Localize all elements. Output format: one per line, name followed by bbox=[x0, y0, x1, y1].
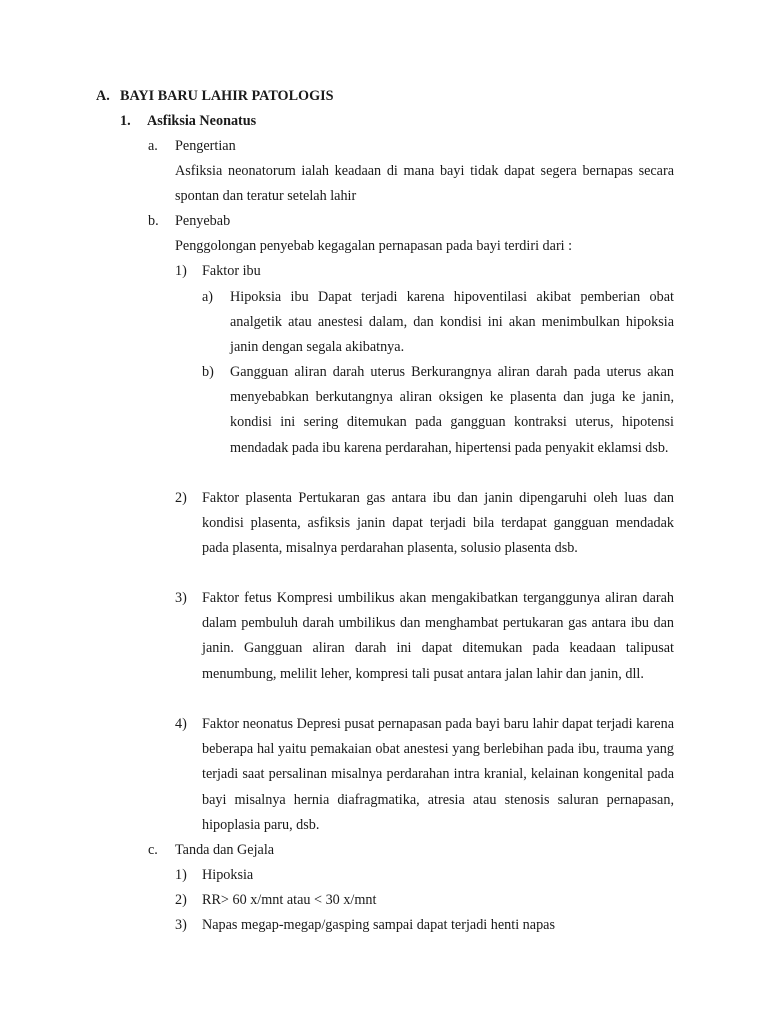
factor-3-marker: 3) bbox=[175, 590, 187, 606]
factor-1-item-b-marker: b) bbox=[202, 364, 214, 380]
tanda-marker: c. bbox=[148, 842, 158, 858]
section-marker: A. bbox=[96, 88, 110, 104]
pengertian-marker: a. bbox=[148, 138, 158, 154]
factor-4-marker: 4) bbox=[175, 716, 187, 732]
factor-4-text: Faktor neonatus Depresi pusat pernapasan pada bayi baru lahir dapat terjadi karena beberapa hal yaitu pemakaian obat anestesi yang berlebihan pada ibu, trauma yang terjadi saat persalinan misalnya perdarahan intra kranial, kelainan kongenital pada bayi misalnya hernia diafragmatika, atresia atau stenosis saluran pernapasan, hipoplasia paru, dsb. bbox=[202, 716, 674, 833]
tanda-item-1-text: Hipoksia bbox=[202, 867, 254, 883]
tanda-item-1-marker: 1) bbox=[175, 867, 187, 883]
section-title: BAYI BARU LAHIR PATOLOGIS bbox=[120, 88, 334, 104]
penyebab-title: Penyebab bbox=[175, 213, 231, 229]
factor-1-item-a-text: Hipoksia ibu Dapat terjadi karena hipoventilasi akibat pemberian obat analgetik atau anestesi dalam, dan kondisi ini akan menimbulkan hipoksia janin dengan segala akibatnya. bbox=[230, 289, 674, 356]
factor-3-text: Faktor fetus Kompresi umbilikus akan mengakibatkan terganggunya aliran darah dalam pembuluh darah umbilikus dan menghambat pertukaran gas antara ibu dan janin. Gangguan aliran darah ini dapat ditemukan pada keadaan talipusat menumbung, melilit leher, kompresi tali pusat antara jalan lahir dan janin, dll. bbox=[202, 590, 674, 682]
factor-2-text: Faktor plasenta Pertukaran gas antara ibu dan janin dipengaruhi oleh luas dan kondisi plasenta, asfiksis janin dapat terjadi bila terdapat gangguan mendadak pada plasenta, misalnya perdarahan plasenta, solusio plasenta dsb. bbox=[202, 490, 674, 557]
tanda-item-3-marker: 3) bbox=[175, 917, 187, 933]
factor-1-item-a-marker: a) bbox=[202, 289, 214, 305]
penyebab-marker: b. bbox=[148, 213, 159, 229]
pengertian-title: Pengertian bbox=[175, 138, 236, 154]
factor-1-item-b-text: Gangguan aliran darah uterus Berkurangnya aliran darah pada uterus akan menyebabkan berkutangnya aliran oksigen ke plasenta dan juga ke janin, kondisi ini sering ditemukan pada gangguan kontraksi uterus, hipotensi mendadak pada ibu karena perdarahan, hipertensi pada penyakit eklamsi dsb. bbox=[230, 364, 674, 456]
factor-2-marker: 2) bbox=[175, 490, 187, 506]
subsection-marker: 1. bbox=[120, 113, 131, 129]
tanda-item-2-marker: 2) bbox=[175, 892, 187, 908]
tanda-item-3-text: Napas megap-megap/gasping sampai dapat terjadi henti napas bbox=[202, 917, 555, 933]
factor-1-marker: 1) bbox=[175, 263, 187, 279]
penyebab-intro: Penggolongan penyebab kegagalan pernapasan pada bayi terdiri dari : bbox=[175, 238, 573, 254]
pengertian-text: Asfiksia neonatorum ialah keadaan di mana bayi tidak dapat segera bernapas secara spontan dan teratur setelah lahir bbox=[175, 163, 674, 205]
tanda-item-2-text: RR> 60 x/mnt atau < 30 x/mnt bbox=[202, 892, 377, 908]
tanda-title: Tanda dan Gejala bbox=[175, 842, 275, 858]
factor-1-title: Faktor ibu bbox=[202, 263, 261, 279]
subsection-title: Asfiksia Neonatus bbox=[147, 113, 257, 129]
